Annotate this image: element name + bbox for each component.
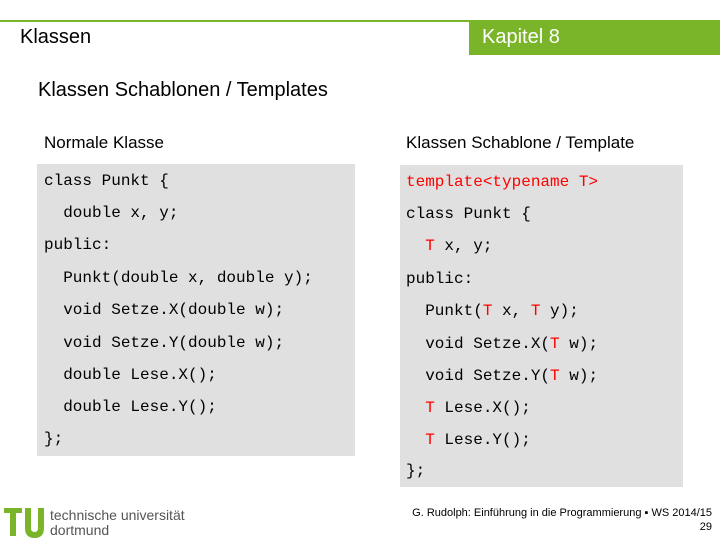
normal-class-code-block	[37, 164, 355, 456]
code-line	[406, 399, 531, 417]
code-line	[406, 237, 492, 255]
tu-logo-icon	[2, 504, 46, 538]
code-line: void Setze.Y(double w);	[44, 334, 285, 352]
code-line: void Setze.X(double w);	[44, 301, 285, 319]
type-parameter-token: T	[425, 399, 435, 417]
type-parameter-token: T	[425, 431, 435, 449]
code-line: double x, y;	[44, 204, 179, 222]
chapter-badge	[469, 20, 720, 55]
university-logo	[2, 504, 202, 538]
chapter-label: Kapitel 8	[482, 26, 560, 48]
type-parameter-token: template<typename T>	[406, 173, 599, 191]
code-line	[406, 205, 531, 223]
code-token: void Setze.Y(	[406, 367, 551, 385]
left-column-heading: Normale Klasse	[44, 133, 164, 152]
page-number: 29	[699, 521, 712, 533]
code-line: Punkt(double x, double y);	[44, 269, 313, 287]
type-parameter-token: T	[482, 302, 493, 320]
type-parameter-token: T	[550, 335, 560, 353]
code-token: w);	[559, 367, 599, 385]
code-token: w);	[559, 335, 599, 353]
code-line	[406, 270, 473, 288]
code-line	[406, 462, 425, 480]
code-token: y);	[540, 302, 579, 320]
type-parameter-token: T	[530, 302, 541, 320]
type-parameter-token: T	[425, 237, 435, 255]
code-token	[406, 237, 425, 255]
code-token	[406, 431, 425, 449]
code-token: Lese.X();	[434, 399, 531, 417]
code-line	[406, 431, 531, 449]
right-column-heading: Klassen Schablone / Template	[406, 133, 635, 152]
code-token: public:	[406, 270, 474, 288]
code-token: Lese.Y();	[434, 431, 531, 449]
code-line: double Lese.X();	[44, 366, 217, 384]
code-token: void Setze.X(	[406, 335, 551, 353]
code-line	[406, 173, 598, 191]
university-name-line2: dortmund	[50, 522, 110, 538]
type-parameter-token: T	[550, 367, 560, 385]
code-token: class Punkt {	[406, 205, 531, 223]
code-line: class Punkt {	[44, 172, 169, 190]
footer-credit: G. Rudolph: Einführung in die Programmierung ▪ WS 2014/15	[412, 507, 712, 519]
code-token: x, y;	[434, 237, 493, 255]
slide-title: Klassen Schablonen / Templates	[38, 79, 328, 101]
code-line	[406, 367, 598, 385]
code-token: };	[406, 462, 426, 480]
code-token: x,	[492, 302, 531, 320]
code-line	[406, 335, 598, 353]
footer-credit-block	[412, 506, 712, 534]
template-class-code-block	[400, 165, 683, 487]
code-token	[406, 399, 425, 417]
code-line	[406, 302, 579, 320]
code-line: double Lese.Y();	[44, 398, 217, 416]
code-line: public:	[44, 236, 112, 254]
university-name-line1: technische universität	[50, 507, 185, 523]
code-token: Punkt(	[406, 302, 483, 320]
header-title: Klassen	[20, 26, 92, 48]
code-line: };	[44, 430, 64, 448]
university-name	[50, 508, 185, 538]
